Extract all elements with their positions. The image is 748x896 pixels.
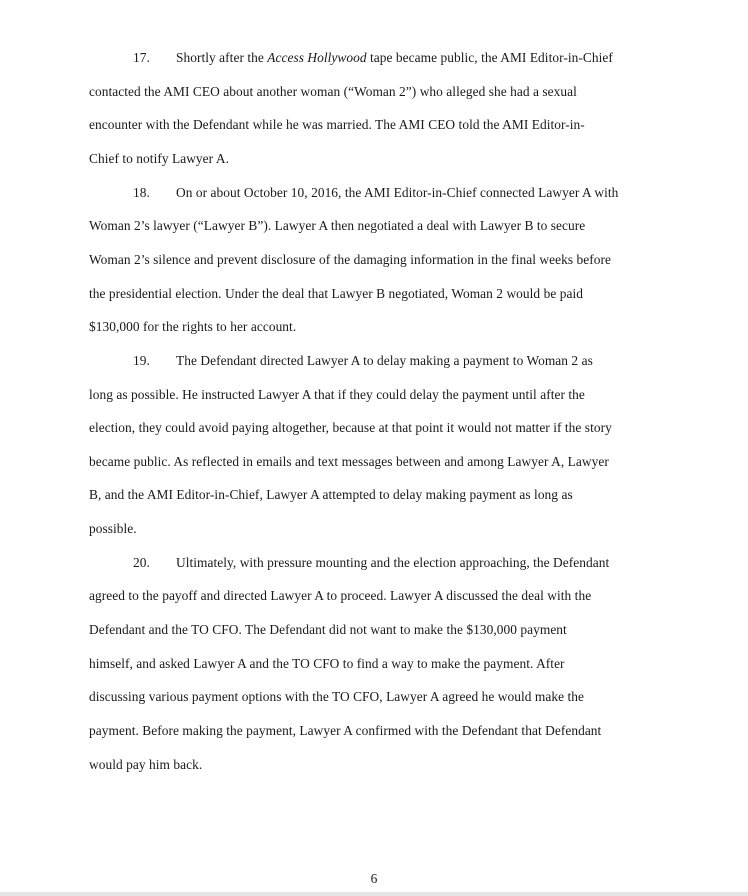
paragraph-line [89, 656, 565, 672]
paragraph-line [89, 521, 137, 537]
paragraph-number: 20. [133, 554, 150, 570]
text-segment: himself, and asked Lawyer A and the TO CFO to find a way to make the payment. After [89, 655, 565, 671]
text-segment: encounter with the Defendant while he was married. The AMI CEO told the AMI Editor-in- [89, 117, 585, 133]
text-segment: $130,000 for the rights to her account. [89, 319, 297, 335]
text-segment: long as possible. He instructed Lawyer A that if they could delay the payment until after the [89, 386, 585, 402]
text-segment: election, they could avoid paying altogether, because at that point it would not matter if the story [89, 420, 612, 436]
text-segment: tape became public, the AMI Editor-in-Chief [366, 50, 613, 65]
text-segment: The Defendant directed Lawyer A to delay making a payment to Woman 2 as [176, 352, 593, 368]
text-segment: Shortly after the [176, 50, 268, 65]
paragraph-line [89, 387, 585, 403]
text-segment: Woman 2’s lawyer (“Lawyer B”). Lawyer A then negotiated a deal with Lawyer B to secure [89, 218, 586, 234]
text-segment: Ultimately, with pressure mounting and the election approaching, the Defendant [176, 554, 610, 570]
paragraph-line [89, 723, 601, 739]
paragraph-line [89, 286, 583, 302]
paragraph-line [89, 588, 591, 604]
paragraph-line [89, 622, 567, 638]
text-segment: discussing various payment options with the TO CFO, Lawyer A agreed he would make the [89, 689, 585, 705]
text-segment: On or about October 10, 2016, the AMI Editor-in-Chief connected Lawyer A with [176, 184, 619, 200]
paragraph-number: 18. [133, 184, 150, 200]
text-segment: contacted the AMI CEO about another woman (“Woman 2”) who alleged she had a sexual [89, 83, 577, 99]
paragraph-first-line [133, 50, 613, 66]
text-segment: agreed to the payoff and directed Lawyer A to proceed. Lawyer A discussed the deal with the [89, 588, 592, 604]
paragraph-first-line [133, 185, 618, 201]
text-segment: Woman 2’s silence and prevent disclosure of the damaging information in the final weeks before [89, 251, 611, 267]
paragraph-line [89, 689, 584, 705]
paragraph-first-line [133, 353, 593, 369]
paragraph-line [89, 319, 296, 335]
paragraph-line [89, 454, 609, 470]
paragraph-line [89, 252, 611, 268]
paragraph-line [89, 117, 585, 133]
text-segment: the presidential election. Under the deal that Lawyer B negotiated, Woman 2 would be paid [89, 285, 583, 301]
page-bottom-edge [0, 892, 748, 896]
italic-text: Access Hollywood [267, 50, 367, 65]
text-segment: became public. As reflected in emails and text messages between and among Lawyer A, Lawyer [89, 453, 609, 469]
paragraph-first-line [133, 555, 609, 571]
paragraph-line [89, 84, 577, 100]
paragraph-number: 19. [133, 352, 150, 368]
text-segment: payment. Before making the payment, Lawyer A confirmed with the Defendant that Defendant [89, 723, 602, 738]
text-segment: Chief to notify Lawyer A. [89, 150, 229, 166]
paragraph-line [89, 757, 202, 773]
text-segment: possible. [89, 521, 137, 537]
text-segment: would pay him back. [89, 756, 203, 772]
text-segment: B, and the AMI Editor-in-Chief, Lawyer A attempted to delay making payment as long as [89, 487, 573, 503]
paragraph-line [89, 218, 585, 234]
paragraph-line [89, 420, 612, 436]
paragraph-number: 17. [133, 50, 150, 65]
text-segment: Defendant and the TO CFO. The Defendant did not want to make the $130,000 payment [89, 622, 567, 637]
page-number: 6 [370, 871, 378, 886]
paragraph-line [89, 487, 573, 503]
paragraph-line [89, 151, 229, 167]
